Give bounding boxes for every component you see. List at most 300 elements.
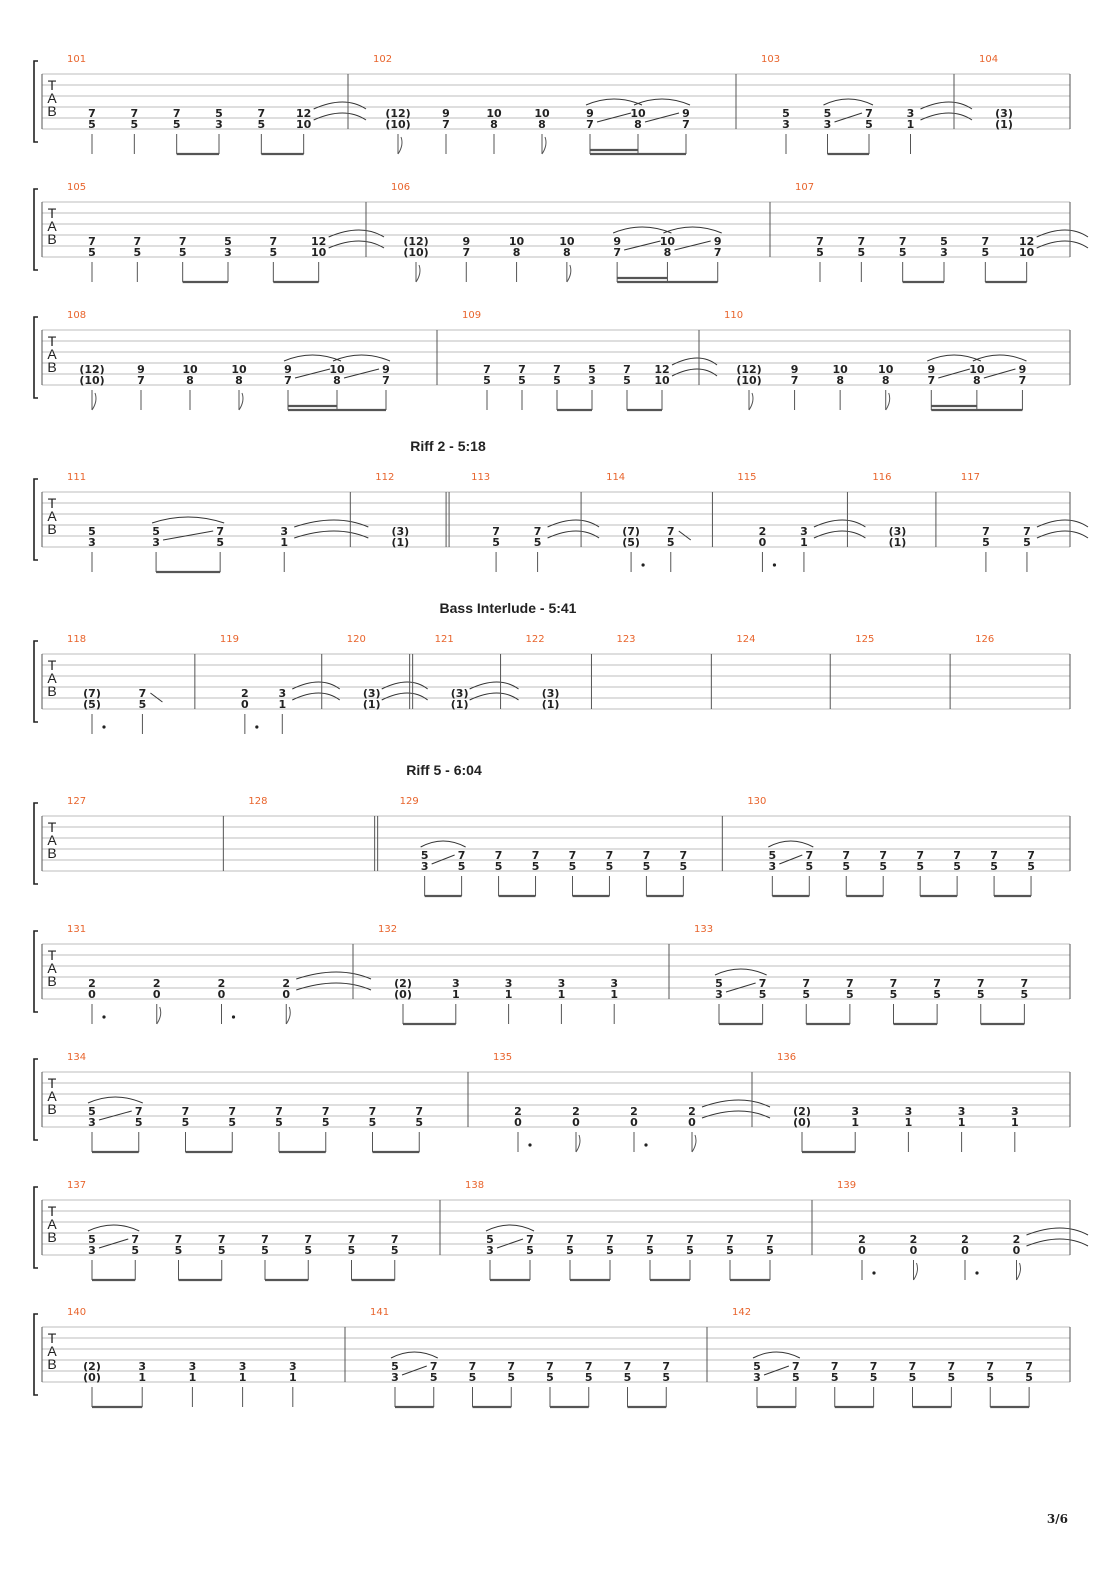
tab-clef-letter: B	[47, 521, 57, 537]
fret-number-bottom: 7	[682, 118, 690, 131]
fret-number-bottom: 5	[457, 860, 466, 873]
fret-number-top: 3	[504, 977, 513, 990]
fret-number-bottom: (5)	[83, 698, 101, 711]
fret-number-top: 7	[869, 1360, 878, 1373]
fret-number-bottom: 3	[782, 118, 790, 131]
beat	[137, 363, 145, 410]
page-number-wrapper	[1047, 1510, 1068, 1528]
measure	[391, 182, 770, 282]
tab-clef-letter: T	[47, 333, 57, 349]
fret-number-bottom: (10)	[385, 118, 411, 131]
system-brace	[34, 931, 38, 1012]
fret-number-top: 7	[584, 1360, 593, 1373]
fret-number-top: 2	[217, 977, 226, 990]
fret-number-top: 7	[646, 1233, 654, 1246]
fret-number-top: 5	[486, 1233, 494, 1246]
fret-number-bottom: 0	[758, 536, 767, 549]
fret-number-top: 7	[533, 525, 542, 538]
beat	[958, 1105, 966, 1152]
beat	[391, 525, 409, 549]
fret-number-bottom: 5	[986, 1371, 995, 1384]
note-flag	[886, 393, 890, 410]
fret-number-top: 2	[758, 525, 767, 538]
fret-number-bottom: 5	[429, 1371, 438, 1384]
tie-arc	[672, 369, 717, 376]
fret-number-bottom: 5	[982, 536, 990, 549]
hammer-on-arc	[927, 355, 981, 361]
fret-number-top: 10	[508, 235, 525, 248]
fret-number-bottom: 5	[908, 1371, 917, 1384]
tab-clef-letter: B	[47, 1356, 57, 1372]
fret-number-top: 5	[224, 235, 232, 248]
fret-number-bottom: 5	[916, 860, 924, 873]
fret-number-bottom: 5	[857, 246, 866, 259]
beat	[79, 363, 104, 410]
fret-number-top: 5	[823, 107, 832, 120]
rhythm-dot	[232, 1015, 235, 1018]
fret-number-top: 7	[846, 977, 854, 990]
measure	[737, 472, 865, 572]
fret-number-bottom: 1	[851, 1116, 860, 1129]
fret-number-top: 10	[630, 107, 646, 120]
fret-number-bottom: 5	[526, 1244, 534, 1257]
fret-number-top: 2	[961, 1233, 969, 1246]
fret-number-top: 5	[715, 977, 723, 990]
tab-system	[34, 54, 1070, 154]
beat	[258, 107, 266, 154]
beat	[228, 1105, 236, 1152]
beat	[403, 235, 428, 282]
fret-number-top: 7	[758, 977, 767, 990]
fret-number-top: 9	[790, 363, 799, 376]
fret-number-bottom: 0	[572, 1116, 580, 1129]
fret-number-top: 7	[986, 1360, 995, 1373]
fret-number-bottom: (1)	[995, 118, 1013, 131]
beat	[899, 235, 907, 282]
tie-arc	[702, 1111, 770, 1118]
rhythm-dot	[773, 563, 776, 566]
measure	[373, 54, 736, 154]
fret-number-bottom: 5	[898, 246, 907, 259]
fret-number-top: (3)	[391, 525, 410, 538]
hammer-on-arc	[88, 1225, 139, 1231]
beat	[982, 525, 990, 572]
fret-number-top: 9	[682, 107, 690, 120]
fret-number-bottom: 8	[836, 374, 844, 387]
hammer-on-arc	[284, 355, 341, 361]
system-brace	[34, 1187, 38, 1268]
beat	[218, 1233, 226, 1280]
fret-number-bottom: 7	[586, 118, 594, 131]
fret-number-top: 2	[909, 1233, 918, 1246]
beat	[622, 525, 644, 572]
beat	[793, 1105, 811, 1152]
fret-number-bottom: 5	[606, 1244, 614, 1257]
beat	[1019, 230, 1088, 282]
fret-number-bottom: 8	[186, 374, 194, 387]
beat	[933, 977, 941, 1024]
fret-number-bottom: 1	[957, 1116, 966, 1129]
beat	[88, 525, 96, 572]
fret-number-bottom: 5	[666, 536, 675, 549]
fret-number-top: 7	[1023, 525, 1031, 538]
fret-number-top: 7	[686, 1233, 694, 1246]
fret-number-top: 7	[492, 525, 500, 538]
beat	[667, 525, 691, 572]
tab-clef-letter: A	[47, 1088, 57, 1104]
beat	[995, 107, 1013, 131]
measure-number: 130	[747, 796, 767, 807]
hammer-on-arc	[486, 1225, 534, 1231]
beat	[905, 1105, 913, 1152]
fret-number-top: 2	[1012, 1233, 1021, 1246]
beat	[566, 1233, 574, 1280]
fret-number-top: 7	[1025, 1360, 1033, 1373]
fret-number-bottom: (1)	[362, 698, 381, 711]
section-marker: Riff 2 - 5:18	[410, 438, 486, 454]
fret-number-bottom: 5	[766, 1244, 774, 1257]
fret-number-bottom: 5	[802, 988, 811, 1001]
beat	[509, 235, 525, 282]
tab-clef-letter: T	[47, 947, 57, 963]
fret-number-bottom: 8	[973, 374, 981, 387]
measure	[375, 472, 449, 549]
beat	[791, 363, 799, 410]
fret-number-top: 7	[605, 849, 614, 862]
fret-number-top: 9	[284, 363, 292, 376]
fret-number-bottom: 0	[909, 1244, 918, 1257]
fret-number-top: 10	[969, 363, 985, 376]
fret-number-bottom: 5	[1025, 1371, 1033, 1384]
beat	[231, 363, 247, 410]
measure-number: 129	[399, 796, 419, 807]
fret-number-bottom: 7	[1018, 374, 1027, 387]
fret-number-top: 7	[88, 235, 96, 248]
measure	[67, 54, 366, 154]
fret-number-bottom: 3	[88, 1116, 96, 1129]
fret-number-bottom: 5	[933, 988, 941, 1001]
fret-number-top: 7	[130, 107, 139, 120]
fret-number-bottom: 5	[546, 1371, 554, 1384]
note-flag	[239, 393, 243, 410]
fret-number-top: 5	[88, 525, 96, 538]
fret-number-bottom: (1)	[450, 698, 469, 711]
fret-number-bottom: 5	[553, 374, 561, 387]
fret-number-bottom: 3	[715, 988, 723, 1001]
beat	[800, 520, 865, 572]
measure	[462, 310, 717, 410]
section-marker: Riff 5 - 6:04	[406, 762, 482, 778]
hammer-on-arc	[88, 1097, 143, 1103]
fret-number-top: 7	[792, 1360, 800, 1373]
measure-number: 128	[248, 796, 268, 807]
hammer-on-arc	[586, 99, 642, 105]
fret-number-bottom: 3	[88, 1244, 96, 1257]
beat	[486, 107, 502, 154]
beat	[643, 849, 651, 896]
fret-number-top: 7	[568, 849, 577, 862]
beat	[916, 849, 924, 896]
tab-clef-letter: B	[47, 973, 57, 989]
tab-clef-letter: A	[47, 508, 57, 524]
fret-number-top: 5	[768, 849, 777, 862]
beat	[1013, 1228, 1088, 1280]
fret-number-top: 7	[802, 977, 811, 990]
fret-number-bottom: 5	[518, 374, 526, 387]
beat	[518, 363, 526, 410]
fret-number-bottom: 5	[1020, 988, 1029, 1001]
fret-number-bottom: (1)	[888, 536, 907, 549]
beat	[1019, 363, 1027, 410]
fret-number-top: 5	[88, 1233, 96, 1246]
fret-number-bottom: 5	[816, 246, 824, 259]
measure-number: 109	[462, 310, 482, 321]
measure	[747, 796, 1070, 896]
tab-clef-letter: T	[47, 495, 57, 511]
fret-number-bottom: 8	[235, 374, 243, 387]
hammer-on-arc	[824, 99, 874, 105]
fret-number-bottom: 7	[713, 246, 722, 259]
fret-number-top: 9	[137, 363, 145, 376]
fret-number-bottom: 5	[889, 988, 898, 1001]
measure	[67, 924, 371, 1024]
fret-number-top: 3	[278, 687, 287, 700]
beat	[588, 363, 596, 410]
fret-number-bottom: 5	[134, 1116, 143, 1129]
tie-arc	[470, 693, 519, 700]
beat	[282, 972, 371, 1024]
tab-clef-letter: A	[47, 960, 57, 976]
beat	[492, 525, 500, 572]
tab-system	[34, 1052, 1070, 1152]
beat	[766, 1233, 774, 1280]
fret-number-bottom: 0	[152, 988, 161, 1001]
fret-number-top: 12	[311, 235, 327, 248]
measure	[526, 634, 592, 711]
fret-number-top: 10	[534, 107, 550, 120]
measure-number: 114	[606, 472, 626, 483]
fret-number-top: 3	[280, 525, 289, 538]
fret-number-top: 9	[927, 363, 936, 376]
beat	[224, 235, 232, 282]
fret-number-top: 9	[713, 235, 722, 248]
beat	[680, 849, 688, 896]
fret-number-top: 3	[138, 1360, 147, 1373]
fret-number-bottom: 5	[216, 536, 224, 549]
system-brace	[34, 61, 38, 142]
beat	[714, 235, 722, 282]
fret-number-top: 2	[630, 1105, 638, 1118]
fret-number-bottom: 8	[333, 374, 341, 387]
measure-number: 123	[616, 634, 636, 645]
beat	[385, 107, 410, 154]
tab-clef-letter: A	[47, 90, 57, 106]
beat	[135, 1105, 143, 1152]
measure	[67, 472, 368, 572]
beat	[553, 363, 561, 410]
fret-number-top: 10	[182, 363, 198, 376]
fret-number-top: 5	[940, 235, 948, 248]
fret-number-top: 9	[462, 235, 471, 248]
beat	[275, 1105, 283, 1152]
beat	[216, 525, 224, 572]
hammer-on-arc	[973, 355, 1027, 361]
measure-number: 118	[67, 634, 87, 645]
beat	[878, 363, 894, 410]
fret-number-top: 7	[228, 1105, 237, 1118]
hammer-on-arc	[663, 227, 721, 233]
tab-system	[34, 472, 1088, 572]
fret-number-top: 9	[586, 107, 594, 120]
tie-arc	[329, 230, 384, 237]
fret-number-top: 7	[933, 977, 941, 990]
fret-number-top: 7	[947, 1360, 956, 1373]
system-brace	[34, 803, 38, 884]
beat	[363, 682, 428, 711]
measure-number: 119	[219, 634, 239, 645]
page-number: 3/6	[1046, 1512, 1068, 1526]
note-flag	[692, 1135, 696, 1152]
fret-number-top: 9	[442, 107, 450, 120]
note-flag	[1017, 1263, 1021, 1280]
fret-number-bottom: (5)	[622, 536, 640, 549]
fret-number-bottom: 5	[492, 536, 500, 549]
fret-number-top: 5	[588, 363, 596, 376]
fret-number-top: 7	[889, 977, 898, 990]
fret-number-bottom: 1	[557, 988, 566, 1001]
fret-number-bottom: 7	[137, 374, 145, 387]
beat	[953, 849, 961, 896]
beat	[322, 1105, 330, 1152]
fret-number-bottom: 5	[805, 860, 814, 873]
beat	[662, 1360, 670, 1407]
beat	[173, 107, 181, 154]
fret-number-top: 3	[851, 1105, 860, 1118]
fret-number-top: (3)	[995, 107, 1013, 120]
tab-system	[34, 796, 1070, 896]
beat	[241, 687, 258, 734]
fret-number-bottom: 5	[533, 536, 542, 549]
fret-number-top: 7	[178, 235, 187, 248]
hammer-on-arc	[753, 1352, 800, 1358]
beat	[948, 1360, 956, 1407]
fret-number-top: 2	[688, 1105, 696, 1118]
fret-number-bottom: (0)	[793, 1116, 811, 1129]
measure-number: 102	[373, 54, 393, 65]
tie-arc	[921, 113, 973, 120]
fret-number-top: 7	[546, 1360, 554, 1373]
fret-number-top: (2)	[83, 1360, 101, 1373]
fret-number-bottom: 5	[953, 860, 961, 873]
fret-number-top: 10	[559, 235, 575, 248]
fret-number-top: (12)	[736, 363, 762, 376]
fret-number-bottom: 5	[415, 1116, 424, 1129]
fret-number-top: 3	[906, 107, 915, 120]
fret-number-top: 7	[953, 849, 961, 862]
fret-number-top: 7	[976, 977, 985, 990]
fret-number-bottom: 5	[531, 860, 540, 873]
fret-number-bottom: 3	[391, 1371, 399, 1384]
measure-number: 125	[855, 634, 875, 645]
tab-clef-letter: B	[47, 1101, 57, 1117]
measure	[837, 1180, 1088, 1280]
rhythm-dot	[528, 1143, 531, 1146]
hammer-on-arc	[768, 841, 813, 847]
measure	[777, 1052, 1070, 1152]
fret-number-bottom: 3	[215, 118, 223, 131]
fret-number-bottom: (10)	[736, 374, 762, 387]
beat	[858, 1233, 875, 1280]
tab-clef-letter: A	[47, 218, 57, 234]
beat	[452, 977, 460, 1024]
fret-number-bottom: 5	[758, 988, 767, 1001]
fret-number-top: 7	[865, 107, 873, 120]
fret-number-top: 5	[215, 107, 223, 120]
beat	[986, 1360, 994, 1407]
beat	[442, 107, 450, 154]
fret-number-bottom: 5	[568, 860, 577, 873]
tab-clef-letter: A	[47, 670, 57, 686]
measure-number: 140	[67, 1307, 87, 1318]
tab-clef-letter: B	[47, 845, 57, 861]
beat	[682, 107, 690, 154]
fret-number-bottom: 5	[304, 1244, 313, 1257]
tie-arc	[814, 531, 865, 538]
fret-number-top: 5	[391, 1360, 399, 1373]
fret-number-bottom: 10	[296, 118, 312, 131]
fret-number-bottom: 5	[792, 1371, 800, 1384]
measure-number: 105	[67, 182, 87, 193]
beat	[469, 1360, 477, 1407]
beat	[382, 363, 390, 410]
fret-number-top: 10	[659, 235, 676, 248]
tie-arc	[382, 682, 428, 689]
system-brace	[34, 189, 38, 270]
fret-number-bottom: 5	[88, 118, 96, 131]
tie-arc	[382, 693, 428, 700]
measure	[67, 1307, 345, 1407]
fret-number-bottom: 3	[486, 1244, 494, 1257]
fret-number-bottom: 8	[563, 246, 571, 259]
measure	[872, 472, 935, 549]
fret-number-bottom: 5	[468, 1371, 477, 1384]
measure	[67, 1180, 440, 1280]
hammer-on-arc	[715, 969, 767, 975]
fret-number-bottom: 5	[275, 1116, 283, 1129]
beat	[1025, 1360, 1033, 1407]
fret-number-top: 7	[531, 849, 540, 862]
fret-number-bottom: 5	[483, 374, 491, 387]
beat	[532, 849, 540, 896]
fret-number-bottom: 0	[282, 988, 291, 1001]
measure	[370, 1307, 707, 1407]
beat	[534, 107, 550, 154]
fret-number-top: 7	[88, 107, 96, 120]
fret-number-bottom: 3	[88, 536, 96, 549]
beat	[458, 849, 466, 896]
fret-number-top: 3	[288, 1360, 297, 1373]
beat	[495, 849, 503, 896]
tab-clef-letter: T	[47, 205, 57, 221]
fret-number-bottom: 5	[605, 860, 614, 873]
fret-number-bottom: 8	[663, 246, 672, 259]
fret-number-top: 7	[981, 235, 990, 248]
fret-number-bottom: 5	[321, 1116, 330, 1129]
beat	[816, 235, 824, 282]
tab-system	[34, 1307, 1070, 1407]
fret-number-bottom: 5	[990, 860, 998, 873]
fret-number-bottom: 7	[442, 118, 450, 131]
